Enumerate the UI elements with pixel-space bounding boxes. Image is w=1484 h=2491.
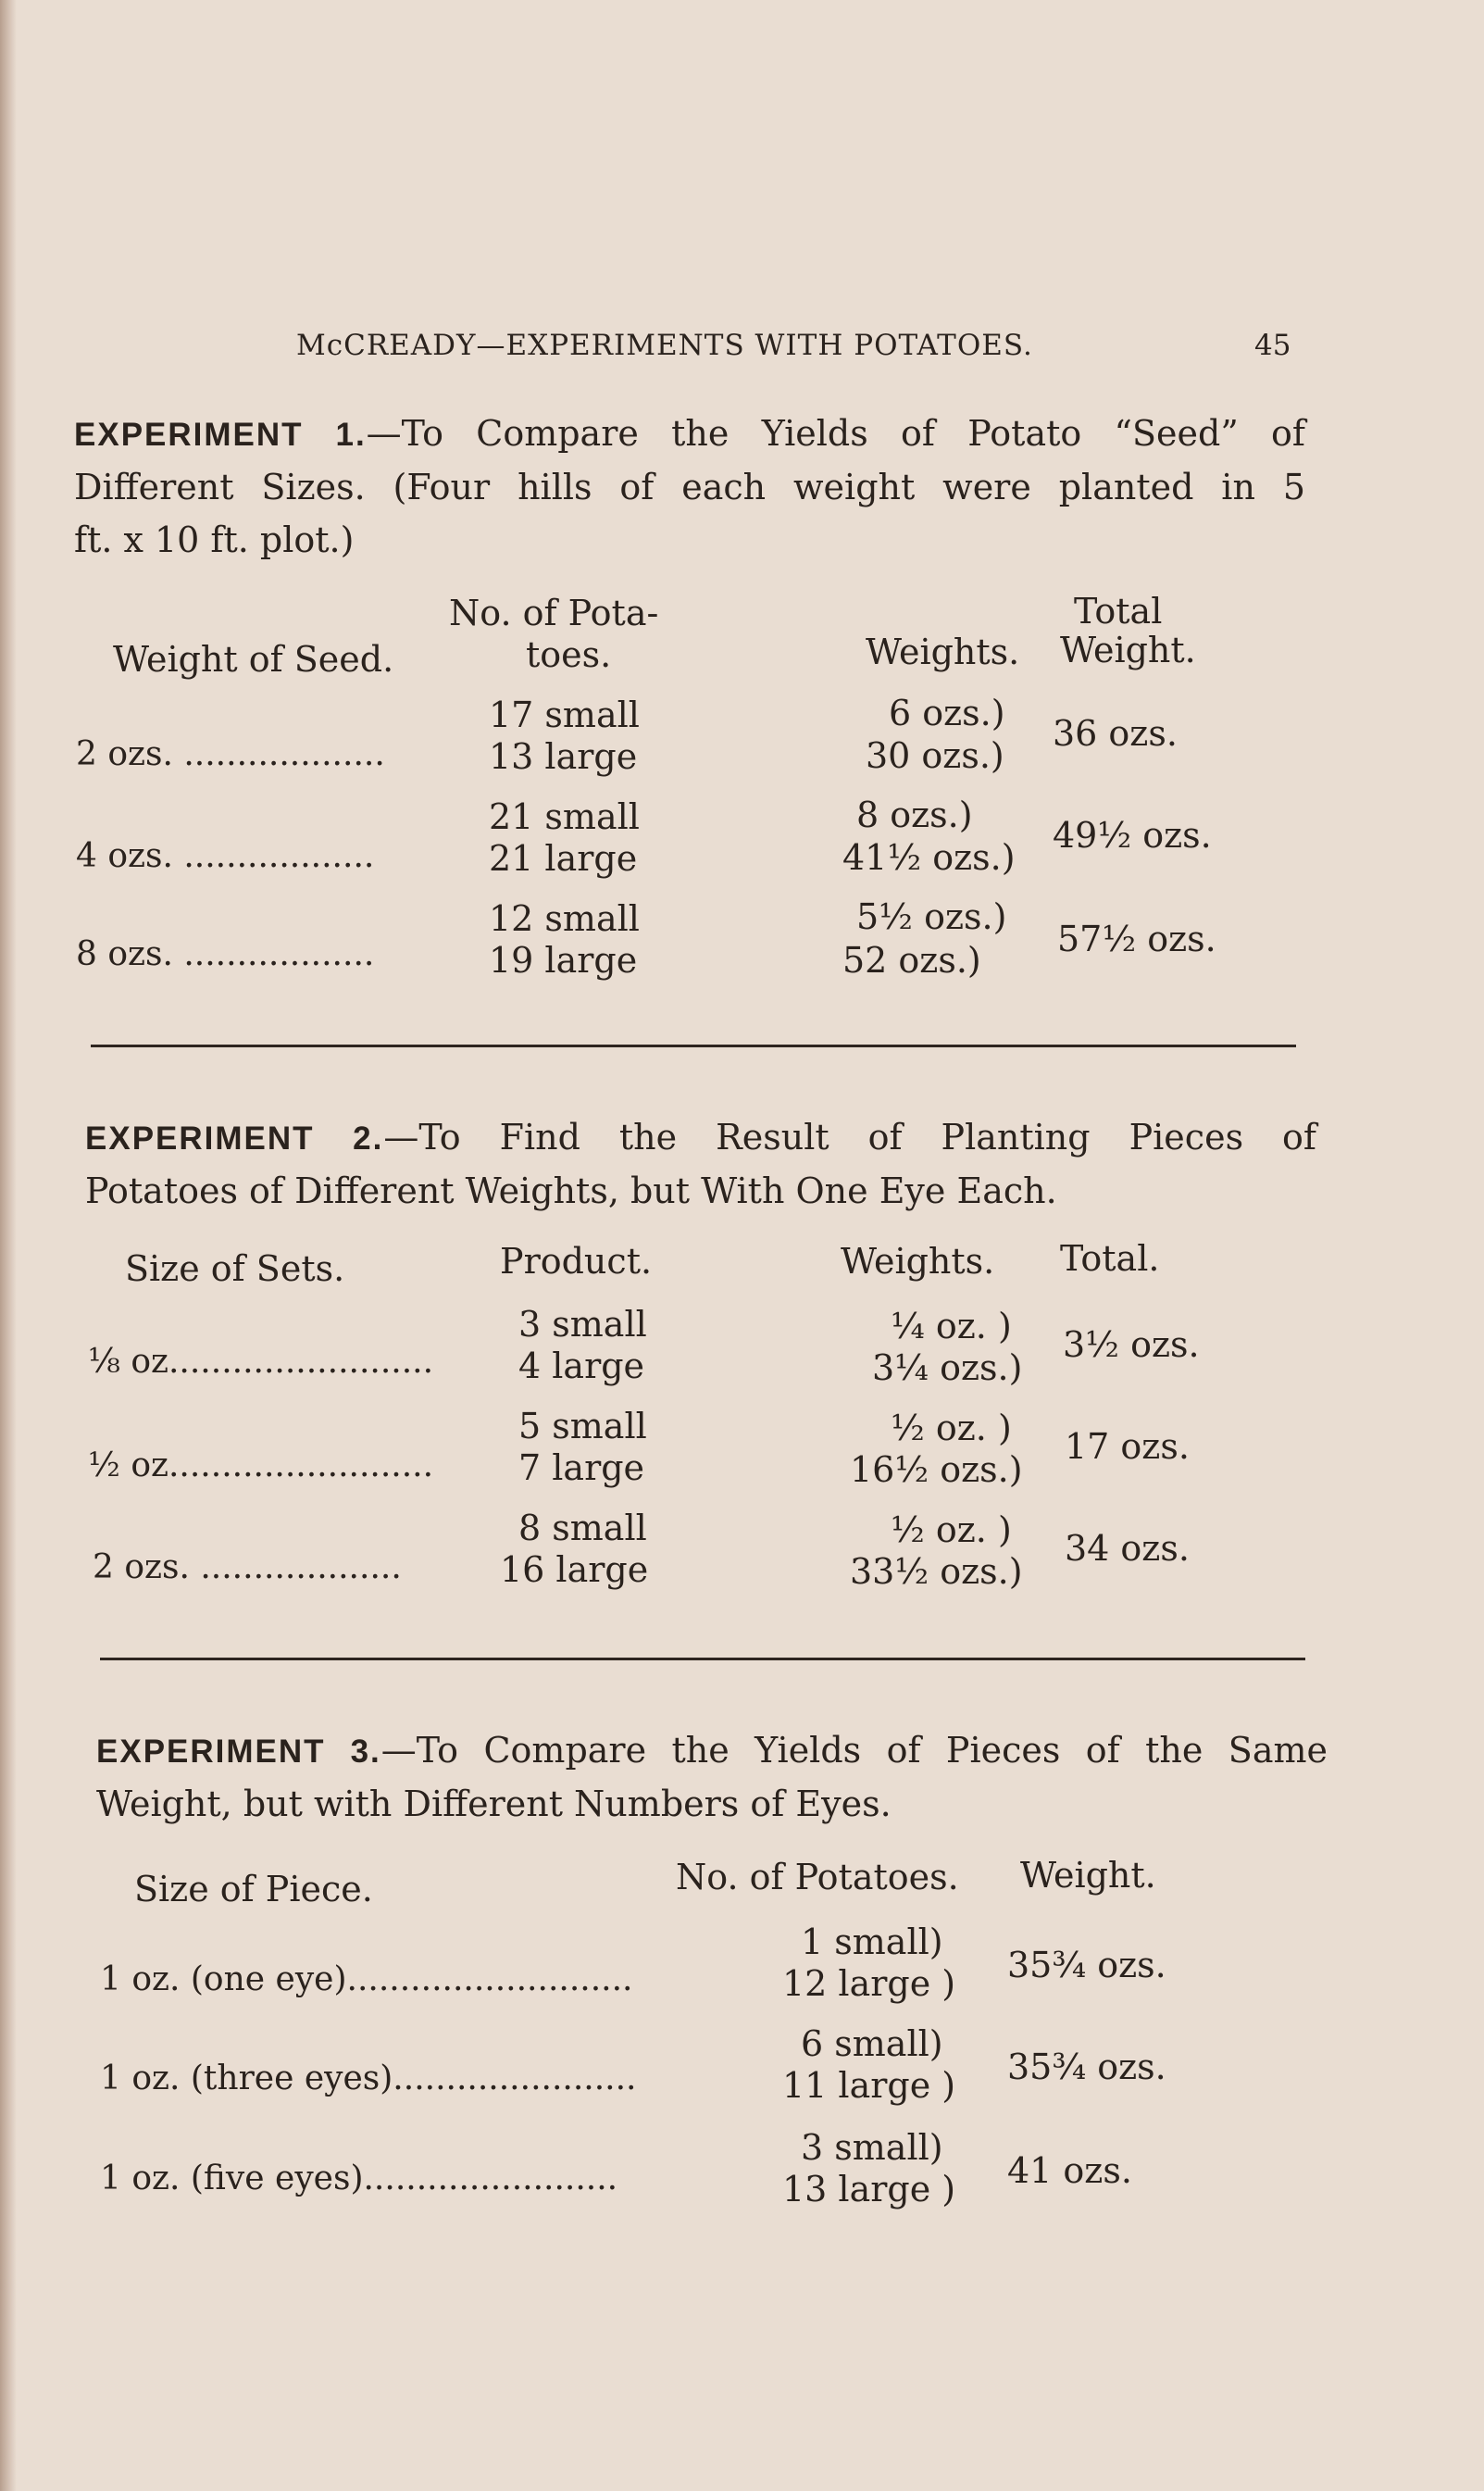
exp1-row2-weight-large: 41½ ozs.): [842, 837, 1016, 878]
exp1-row1-large: 13 large: [489, 736, 638, 777]
col-total-weight-1: Total: [1074, 591, 1163, 632]
exp1-row3-small: 12 small: [489, 898, 640, 939]
exp1-row3-large: 19 large: [489, 940, 638, 981]
exp2-row2-size: ½ oz.........................: [88, 1446, 434, 1484]
exp1-row2-small: 21 small: [489, 796, 640, 837]
exp1-row3-seed: 8 ozs. ..................: [76, 935, 375, 973]
exp2-row2-total: 17 ozs.: [1065, 1426, 1190, 1467]
col-weights: Weights.: [866, 632, 1020, 672]
exp1-row3-total: 57½ ozs.: [1057, 919, 1216, 959]
exp2-row1-weight-large: 3¼ ozs.): [872, 1347, 1023, 1388]
col-no-of-potatoes-3: No. of Potatoes.: [676, 1857, 959, 1897]
exp2-row2-small: 5 small: [518, 1406, 647, 1446]
col-total-weight-2: Weight.: [1060, 630, 1196, 670]
experiment-2-intro: [85, 1111, 1316, 1218]
exp3-row3-piece: 1 oz. (five eyes)........................: [100, 2159, 618, 2197]
exp1-row1-total: 36 ozs.: [1053, 713, 1178, 754]
exp1-row3-weight-large: 52 ozs.): [842, 940, 981, 981]
exp3-row1-weight: 35¾ ozs.: [1007, 1945, 1166, 1985]
exp2-row2-large: 7 large: [518, 1447, 645, 1488]
page-number: 45: [1254, 329, 1291, 362]
exp2-row3-large: 16 large: [500, 1549, 649, 1590]
exp3-row1-large: 12 large ): [782, 1963, 956, 2004]
exp1-row1-weight-small: 6 ozs.): [889, 693, 1005, 733]
experiment-3-line-1: EXPERIMENT 3.—To Compare the Yields of Pieces of the Same: [96, 1730, 1328, 1771]
running-title: McCREADY—EXPERIMENTS WITH POTATOES.: [296, 329, 1033, 362]
experiment-1-line-2: Different Sizes. (Four hills of each weight were planted in 5: [74, 467, 1305, 507]
experiment-3-line-2: Weight, but with Different Numbers of Eyes.: [96, 1784, 892, 1824]
exp2-row3-weight-large: 33½ ozs.): [850, 1551, 1023, 1592]
exp1-row3-weight-small: 5½ ozs.): [856, 896, 1007, 937]
experiment-2-line-2: Potatoes of Different Weights, but With One Eye Each.: [85, 1170, 1057, 1211]
experiment-1-line-3: ft. x 10 ft. plot.): [74, 519, 355, 560]
exp1-row1-small: 17 small: [489, 695, 640, 735]
experiment-1-line-1: EXPERIMENT 1.—To Compare the Yields of Potato “Seed” of: [74, 413, 1305, 454]
exp3-row2-large: 11 large ): [782, 2065, 956, 2106]
exp2-row1-large: 4 large: [518, 1346, 645, 1386]
experiment-3-intro: [96, 1724, 1328, 1831]
col-no-of-potatoes-2: toes.: [526, 634, 612, 675]
exp2-row1-total: 3½ ozs.: [1063, 1324, 1200, 1365]
exp2-row1-weight-small: ¼ oz. ): [891, 1306, 1012, 1346]
experiment-1-intro: [74, 407, 1305, 567]
exp3-row3-weight: 41 ozs.: [1007, 2150, 1132, 2191]
exp2-row2-weight-large: 16½ ozs.): [850, 1449, 1023, 1490]
experiment-1-label: EXPERIMENT 1.: [74, 417, 367, 453]
divider-1: [91, 1045, 1296, 1047]
exp3-row3-large: 13 large ): [782, 2169, 956, 2209]
exp3-row2-piece: 1 oz. (three eyes).......................: [100, 2059, 637, 2097]
exp2-row1-size: ⅛ oz.........................: [88, 1343, 434, 1381]
exp2-row2-weight-small: ½ oz. ): [891, 1408, 1012, 1448]
exp3-row1-small: 1 small): [801, 1921, 943, 1962]
exp2-row3-weight-small: ½ oz. ): [891, 1509, 1012, 1550]
col-weight-3: Weight.: [1020, 1855, 1156, 1896]
exp1-row2-weight-small: 8 ozs.): [856, 795, 973, 835]
exp1-row1-seed: 2 ozs. ...................: [76, 735, 385, 773]
col-no-of-potatoes-1: No. of Pota-: [449, 593, 659, 633]
experiment-2-label: EXPERIMENT 2.: [85, 1120, 384, 1157]
exp2-row1-small: 3 small: [518, 1304, 647, 1345]
exp2-row3-total: 34 ozs.: [1065, 1528, 1190, 1569]
col-total-2: Total.: [1060, 1238, 1160, 1279]
exp1-row2-total: 49½ ozs.: [1053, 815, 1212, 856]
col-size-of-piece: Size of Piece.: [134, 1869, 373, 1909]
col-weights-2: Weights.: [841, 1241, 995, 1282]
exp2-row3-size: 2 ozs. ...................: [93, 1548, 402, 1586]
exp2-row3-small: 8 small: [518, 1508, 647, 1548]
experiment-2-line-1: EXPERIMENT 2.—To Find the Result of Planting Pieces of: [85, 1117, 1316, 1158]
exp1-row2-large: 21 large: [489, 838, 638, 879]
exp3-row1-piece: 1 oz. (one eye)...........................: [100, 1960, 633, 1998]
page-binding-edge: [0, 0, 17, 2491]
exp3-row2-small: 6 small): [801, 2023, 943, 2064]
exp1-row2-seed: 4 ozs. ..................: [76, 837, 375, 875]
divider-2: [100, 1658, 1305, 1660]
experiment-3-label: EXPERIMENT 3.: [96, 1734, 381, 1770]
exp3-row2-weight: 35¾ ozs.: [1007, 2047, 1166, 2087]
exp3-row3-small: 3 small): [801, 2127, 943, 2168]
col-size-of-sets: Size of Sets.: [125, 1248, 345, 1289]
exp1-row1-weight-large: 30 ozs.): [866, 735, 1004, 776]
col-weight-of-seed: Weight of Seed.: [113, 639, 394, 680]
col-product: Product.: [500, 1241, 653, 1282]
